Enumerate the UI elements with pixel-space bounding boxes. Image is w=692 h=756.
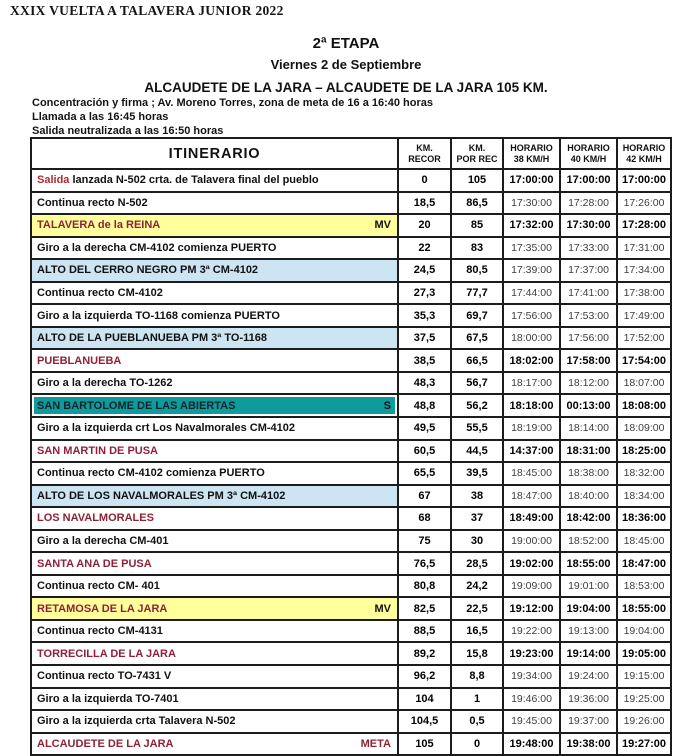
header-line: HORARIO xyxy=(510,143,553,153)
time-38-cell: 18:45:00 xyxy=(503,462,560,485)
itinerary-row xyxy=(31,237,671,260)
km-remaining-cell: 56,2 xyxy=(451,394,503,417)
itinerary-cell xyxy=(31,282,398,305)
itinerary-table xyxy=(30,137,672,756)
time-42-cell: 17:31:00 xyxy=(617,237,671,260)
km-total-cell: 27,3 xyxy=(398,282,451,305)
info-line: Salida neutralizada a las 16:50 horas xyxy=(32,124,224,137)
itinerary-label: PUEBLANUEBA xyxy=(37,354,122,367)
km-remaining-cell: 8,8 xyxy=(451,665,503,688)
time-42-cell: 19:05:00 xyxy=(617,642,671,665)
time-38-cell: 17:00:00 xyxy=(503,169,560,192)
itinerary-label: Continua recto CM- 401 xyxy=(37,580,160,593)
time-42-cell: 18:32:00 xyxy=(617,462,671,485)
header-line: POR REC xyxy=(456,153,498,164)
time-38-cell: 17:56:00 xyxy=(503,304,560,327)
time-40-cell: 17:37:00 xyxy=(560,259,617,282)
itinerary-label: Giro a la izquierda crta Talavera N-502 xyxy=(37,715,236,728)
itinerary-cell xyxy=(31,462,398,485)
km-total-cell: 48,3 xyxy=(398,372,451,395)
km-total-cell: 37,5 xyxy=(398,327,451,350)
time-42-cell: 17:00:00 xyxy=(617,169,671,192)
km-total-cell: 80,8 xyxy=(398,575,451,598)
header-line: RECOR xyxy=(408,153,441,164)
itinerary-cell xyxy=(31,710,398,733)
km-remaining-cell: 28,5 xyxy=(451,552,503,575)
time-40-cell: 17:53:00 xyxy=(560,304,617,327)
pre-race-info xyxy=(32,97,433,138)
header-line: KM. xyxy=(416,143,433,153)
itinerary-label xyxy=(37,174,319,186)
time-42-cell: 18:36:00 xyxy=(617,507,671,530)
time-38-cell: 18:18:00 xyxy=(503,394,560,417)
time-38-cell: 17:35:00 xyxy=(503,237,560,260)
time-40-cell: 19:13:00 xyxy=(560,620,617,643)
itinerary-label: Giro a la izquierda crt Los Navalmorales CM-4102 xyxy=(37,422,295,435)
meta-tag: META xyxy=(360,737,391,750)
itinerary-row xyxy=(31,192,671,215)
mv-tag: MV xyxy=(374,602,391,615)
km-remaining-cell: 105 xyxy=(451,169,503,192)
itinerary-row xyxy=(31,597,671,620)
time-38-cell: 19:00:00 xyxy=(503,530,560,553)
itinerary-row xyxy=(31,440,671,463)
km-total-cell: 82,5 xyxy=(398,597,451,620)
time-38-cell: 17:44:00 xyxy=(503,282,560,305)
km-total-cell: 96,2 xyxy=(398,665,451,688)
time-40-cell: 17:00:00 xyxy=(560,169,617,192)
itinerary-cell xyxy=(31,665,398,688)
time-42-cell: 19:27:00 xyxy=(617,733,671,756)
time-40-cell: 19:38:00 xyxy=(560,733,617,756)
time-42-cell: 19:26:00 xyxy=(617,710,671,733)
time-38-cell: 18:19:00 xyxy=(503,417,560,440)
time-42-cell: 18:55:00 xyxy=(617,597,671,620)
time-40-cell: 18:40:00 xyxy=(560,485,617,508)
itinerary-label: TORRECILLA DE LA JARA xyxy=(37,647,176,660)
time-40-cell: 19:14:00 xyxy=(560,642,617,665)
itinerary-row xyxy=(31,214,671,237)
time-42-cell: 17:54:00 xyxy=(617,349,671,372)
km-remaining-cell: 37 xyxy=(451,507,503,530)
itinerary-row xyxy=(31,304,671,327)
itinerary-row xyxy=(31,620,671,643)
time-42-cell: 19:15:00 xyxy=(617,665,671,688)
time-38-cell: 18:49:00 xyxy=(503,507,560,530)
km-total-cell: 18,5 xyxy=(398,192,451,215)
km-remaining-cell: 55,5 xyxy=(451,417,503,440)
itinerary-row xyxy=(31,642,671,665)
time-38-cell: 17:39:00 xyxy=(503,259,560,282)
itinerary-label: TALAVERA de la REINA xyxy=(37,219,161,232)
time-40-cell: 18:12:00 xyxy=(560,372,617,395)
time-40-cell: 18:14:00 xyxy=(560,417,617,440)
header-line: HORARIO xyxy=(567,143,610,153)
header-col xyxy=(451,138,503,169)
km-remaining-cell: 85 xyxy=(451,214,503,237)
km-total-cell: 76,5 xyxy=(398,552,451,575)
km-remaining-cell: 24,2 xyxy=(451,575,503,598)
time-42-cell: 17:34:00 xyxy=(617,259,671,282)
km-total-cell: 48,8 xyxy=(398,394,451,417)
time-38-cell: 19:22:00 xyxy=(503,620,560,643)
itinerary-label: SAN MARTIN DE PUSA xyxy=(37,444,159,457)
itinerary-cell xyxy=(31,507,398,530)
time-40-cell: 19:37:00 xyxy=(560,710,617,733)
itinerary-label: SANTA ANA DE PUSA xyxy=(37,557,152,570)
time-38-cell: 19:34:00 xyxy=(503,665,560,688)
itinerary-cell xyxy=(31,485,398,508)
header-col xyxy=(398,138,451,169)
km-total-cell: 89,2 xyxy=(398,642,451,665)
itinerary-label-prefix: Salida xyxy=(37,174,70,187)
time-42-cell: 18:07:00 xyxy=(617,372,671,395)
itinerary-row xyxy=(31,327,671,350)
itinerary-cell xyxy=(31,327,398,350)
itinerary-cell xyxy=(31,349,398,372)
km-total-cell: 65,5 xyxy=(398,462,451,485)
km-remaining-cell: 67,5 xyxy=(451,327,503,350)
itinerary-label: ALTO DEL CERRO NEGRO PM 3ª CM-4102 xyxy=(37,264,259,277)
km-remaining-cell: 39,5 xyxy=(451,462,503,485)
time-40-cell: 19:04:00 xyxy=(560,597,617,620)
itinerary-cell xyxy=(31,237,398,260)
km-total-cell: 67 xyxy=(398,485,451,508)
stage-title: 2ª ETAPA xyxy=(312,35,380,52)
time-38-cell: 19:46:00 xyxy=(503,688,560,711)
itinerary-cell xyxy=(31,417,398,440)
km-total-cell: 0 xyxy=(398,169,451,192)
itinerary-cell xyxy=(31,642,398,665)
km-remaining-cell: 69,7 xyxy=(451,304,503,327)
time-42-cell: 17:26:00 xyxy=(617,192,671,215)
km-total-cell: 88,5 xyxy=(398,620,451,643)
time-42-cell: 19:25:00 xyxy=(617,688,671,711)
itinerary-cell xyxy=(31,440,398,463)
itinerary-row xyxy=(31,530,671,553)
time-40-cell: 17:56:00 xyxy=(560,327,617,350)
itinerary-cell xyxy=(31,530,398,553)
km-remaining-cell: 44,5 xyxy=(451,440,503,463)
time-42-cell: 18:45:00 xyxy=(617,530,671,553)
km-remaining-cell: 83 xyxy=(451,237,503,260)
time-40-cell: 18:42:00 xyxy=(560,507,617,530)
time-40-cell: 17:41:00 xyxy=(560,282,617,305)
header-line: 42 KM/H xyxy=(626,153,662,164)
itinerary-row xyxy=(31,259,671,282)
itinerary-row xyxy=(31,575,671,598)
time-38-cell: 18:00:00 xyxy=(503,327,560,350)
km-total-cell: 68 xyxy=(398,507,451,530)
time-42-cell: 17:52:00 xyxy=(617,327,671,350)
itinerary-row xyxy=(31,394,671,417)
itinerary-cell xyxy=(31,575,398,598)
time-40-cell: 19:01:00 xyxy=(560,575,617,598)
info-line: Llamada a las 16:45 horas xyxy=(32,110,169,123)
km-remaining-cell: 16,5 xyxy=(451,620,503,643)
itinerary-row xyxy=(31,665,671,688)
header-itinerary: ITINERARIO xyxy=(31,138,398,169)
time-38-cell: 19:48:00 xyxy=(503,733,560,756)
time-38-cell: 17:32:00 xyxy=(503,214,560,237)
time-40-cell: 19:24:00 xyxy=(560,665,617,688)
itinerary-label: Giro a la derecha CM-401 xyxy=(37,535,169,548)
time-40-cell: 17:33:00 xyxy=(560,237,617,260)
km-remaining-cell: 86,5 xyxy=(451,192,503,215)
km-remaining-cell: 30 xyxy=(451,530,503,553)
time-40-cell: 18:38:00 xyxy=(560,462,617,485)
itinerary-label: Continua recto CM-4102 comienza PUERTO xyxy=(37,467,265,480)
itinerary-label: Giro a la derecha CM-4102 comienza PUERTO xyxy=(37,241,277,254)
itinerary-row xyxy=(31,485,671,508)
time-40-cell: 18:52:00 xyxy=(560,530,617,553)
km-total-cell: 60,5 xyxy=(398,440,451,463)
itinerary-row xyxy=(31,733,671,756)
itinerary-label: RETAMOSA DE LA JARA xyxy=(37,602,168,615)
time-40-cell: 00:13:00 xyxy=(560,394,617,417)
km-total-cell: 38,5 xyxy=(398,349,451,372)
itinerary-cell xyxy=(31,372,398,395)
km-remaining-cell: 0,5 xyxy=(451,710,503,733)
time-38-cell: 14:37:00 xyxy=(503,440,560,463)
time-38-cell: 18:17:00 xyxy=(503,372,560,395)
itinerary-row xyxy=(31,688,671,711)
time-40-cell: 17:30:00 xyxy=(560,214,617,237)
time-42-cell: 18:25:00 xyxy=(617,440,671,463)
time-38-cell: 19:45:00 xyxy=(503,710,560,733)
itinerary-label: Giro a la izquierda TO-7401 xyxy=(37,692,179,705)
itinerary-cell xyxy=(31,552,398,575)
itinerary-row xyxy=(31,507,671,530)
itinerary-label: Continua recto N-502 xyxy=(37,196,148,209)
time-42-cell: 18:34:00 xyxy=(617,485,671,508)
km-total-cell: 24,5 xyxy=(398,259,451,282)
time-40-cell: 17:28:00 xyxy=(560,192,617,215)
itinerary-cell xyxy=(31,214,398,237)
km-remaining-cell: 15,8 xyxy=(451,642,503,665)
itinerary-row xyxy=(31,710,671,733)
time-38-cell: 18:47:00 xyxy=(503,485,560,508)
header-line: HORARIO xyxy=(622,143,666,153)
time-40-cell: 17:58:00 xyxy=(560,349,617,372)
itinerary-label: Continua recto TO-7431 V xyxy=(37,670,172,683)
km-total-cell: 20 xyxy=(398,214,451,237)
km-remaining-cell: 0 xyxy=(451,733,503,756)
itinerary-cell xyxy=(31,304,398,327)
itinerary-label-text: lanzada N-502 crta. de Talavera final del pueblo xyxy=(69,174,319,187)
itinerary-row xyxy=(31,462,671,485)
header-line: 38 KM/H xyxy=(513,153,550,164)
itinerary-label: SAN BARTOLOME DE LAS ABIERTAS xyxy=(37,399,236,412)
itinerary-cell xyxy=(31,733,398,756)
itinerary-cell xyxy=(31,688,398,711)
time-38-cell: 19:09:00 xyxy=(503,575,560,598)
itinerary-label: Giro a la izquierda TO-1168 comienza PUERTO xyxy=(37,309,280,322)
time-42-cell: 18:53:00 xyxy=(617,575,671,598)
km-total-cell: 105 xyxy=(398,733,451,756)
km-total-cell: 75 xyxy=(398,530,451,553)
header-line: KM. xyxy=(468,143,486,153)
itinerary-row xyxy=(31,417,671,440)
itinerary-row xyxy=(31,282,671,305)
mv-tag: MV xyxy=(374,219,391,232)
itinerary-label: Continua recto CM-4131 xyxy=(37,625,163,638)
time-38-cell: 17:30:00 xyxy=(503,192,560,215)
time-38-cell: 18:02:00 xyxy=(503,349,560,372)
itinerary-row xyxy=(31,552,671,575)
table-header-row xyxy=(31,138,671,169)
header-line: 40 KM/H xyxy=(570,153,607,164)
itinerary-cell xyxy=(31,259,398,282)
itinerary-label: LOS NAVALMORALES xyxy=(37,512,154,525)
itinerary-cell xyxy=(31,620,398,643)
time-42-cell: 17:28:00 xyxy=(617,214,671,237)
header-col xyxy=(560,138,617,169)
itinerary-label: ALTO DE LOS NAVALMORALES PM 3ª CM-4102 xyxy=(37,489,286,502)
km-total-cell: 35,3 xyxy=(398,304,451,327)
km-total-cell: 22 xyxy=(398,237,451,260)
itinerary-cell xyxy=(31,192,398,215)
itinerary-label: Giro a la derecha TO-1262 xyxy=(37,377,173,390)
time-42-cell: 18:08:00 xyxy=(617,394,671,417)
km-total-cell: 104 xyxy=(398,688,451,711)
stage-route: ALCAUDETE DE LA JARA – ALCAUDETE DE LA JARA 105 KM. xyxy=(144,80,548,95)
time-42-cell: 18:47:00 xyxy=(617,552,671,575)
km-remaining-cell: 38 xyxy=(451,485,503,508)
itinerary-cell xyxy=(31,394,398,417)
time-40-cell: 18:31:00 xyxy=(560,440,617,463)
itinerary-label: Continua recto CM-4102 xyxy=(37,287,163,299)
stage-date: Viernes 2 de Septiembre xyxy=(270,57,422,72)
itinerary-cell xyxy=(31,169,398,192)
km-remaining-cell: 80,5 xyxy=(451,259,503,282)
itinerary-row xyxy=(31,349,671,372)
itinerary-label: ALTO DE LA PUEBLANUEBA PM 3ª TO-1168 xyxy=(37,332,268,345)
km-remaining-cell: 1 xyxy=(451,688,503,711)
itinerary-cell xyxy=(31,597,398,620)
itinerary-label: ALCAUDETE DE LA JARA xyxy=(37,737,174,750)
header-col xyxy=(503,138,560,169)
time-38-cell: 19:02:00 xyxy=(503,552,560,575)
info-line: Concentración y firma ; Av. Moreno Torres, zona de meta de 16 a 16:40 horas xyxy=(32,97,434,109)
time-42-cell: 17:38:00 xyxy=(617,282,671,305)
km-remaining-cell: 77,7 xyxy=(451,282,503,305)
time-42-cell: 18:09:00 xyxy=(617,417,671,440)
sprint-tag: S xyxy=(383,399,391,412)
time-40-cell: 19:36:00 xyxy=(560,688,617,711)
event-title: XXIX VUELTA A TALAVERA JUNIOR 2022 xyxy=(10,3,284,18)
time-40-cell: 18:55:00 xyxy=(560,552,617,575)
time-38-cell: 19:12:00 xyxy=(503,597,560,620)
time-42-cell: 19:04:00 xyxy=(617,620,671,643)
km-remaining-cell: 56,7 xyxy=(451,372,503,395)
km-total-cell: 49,5 xyxy=(398,417,451,440)
itinerary-row xyxy=(31,169,671,192)
time-38-cell: 19:23:00 xyxy=(503,642,560,665)
time-42-cell: 17:49:00 xyxy=(617,304,671,327)
itinerary-row xyxy=(31,372,671,395)
header-col xyxy=(617,138,671,169)
km-total-cell: 104,5 xyxy=(398,710,451,733)
km-remaining-cell: 22,5 xyxy=(451,597,503,620)
km-remaining-cell: 66,5 xyxy=(451,349,503,372)
